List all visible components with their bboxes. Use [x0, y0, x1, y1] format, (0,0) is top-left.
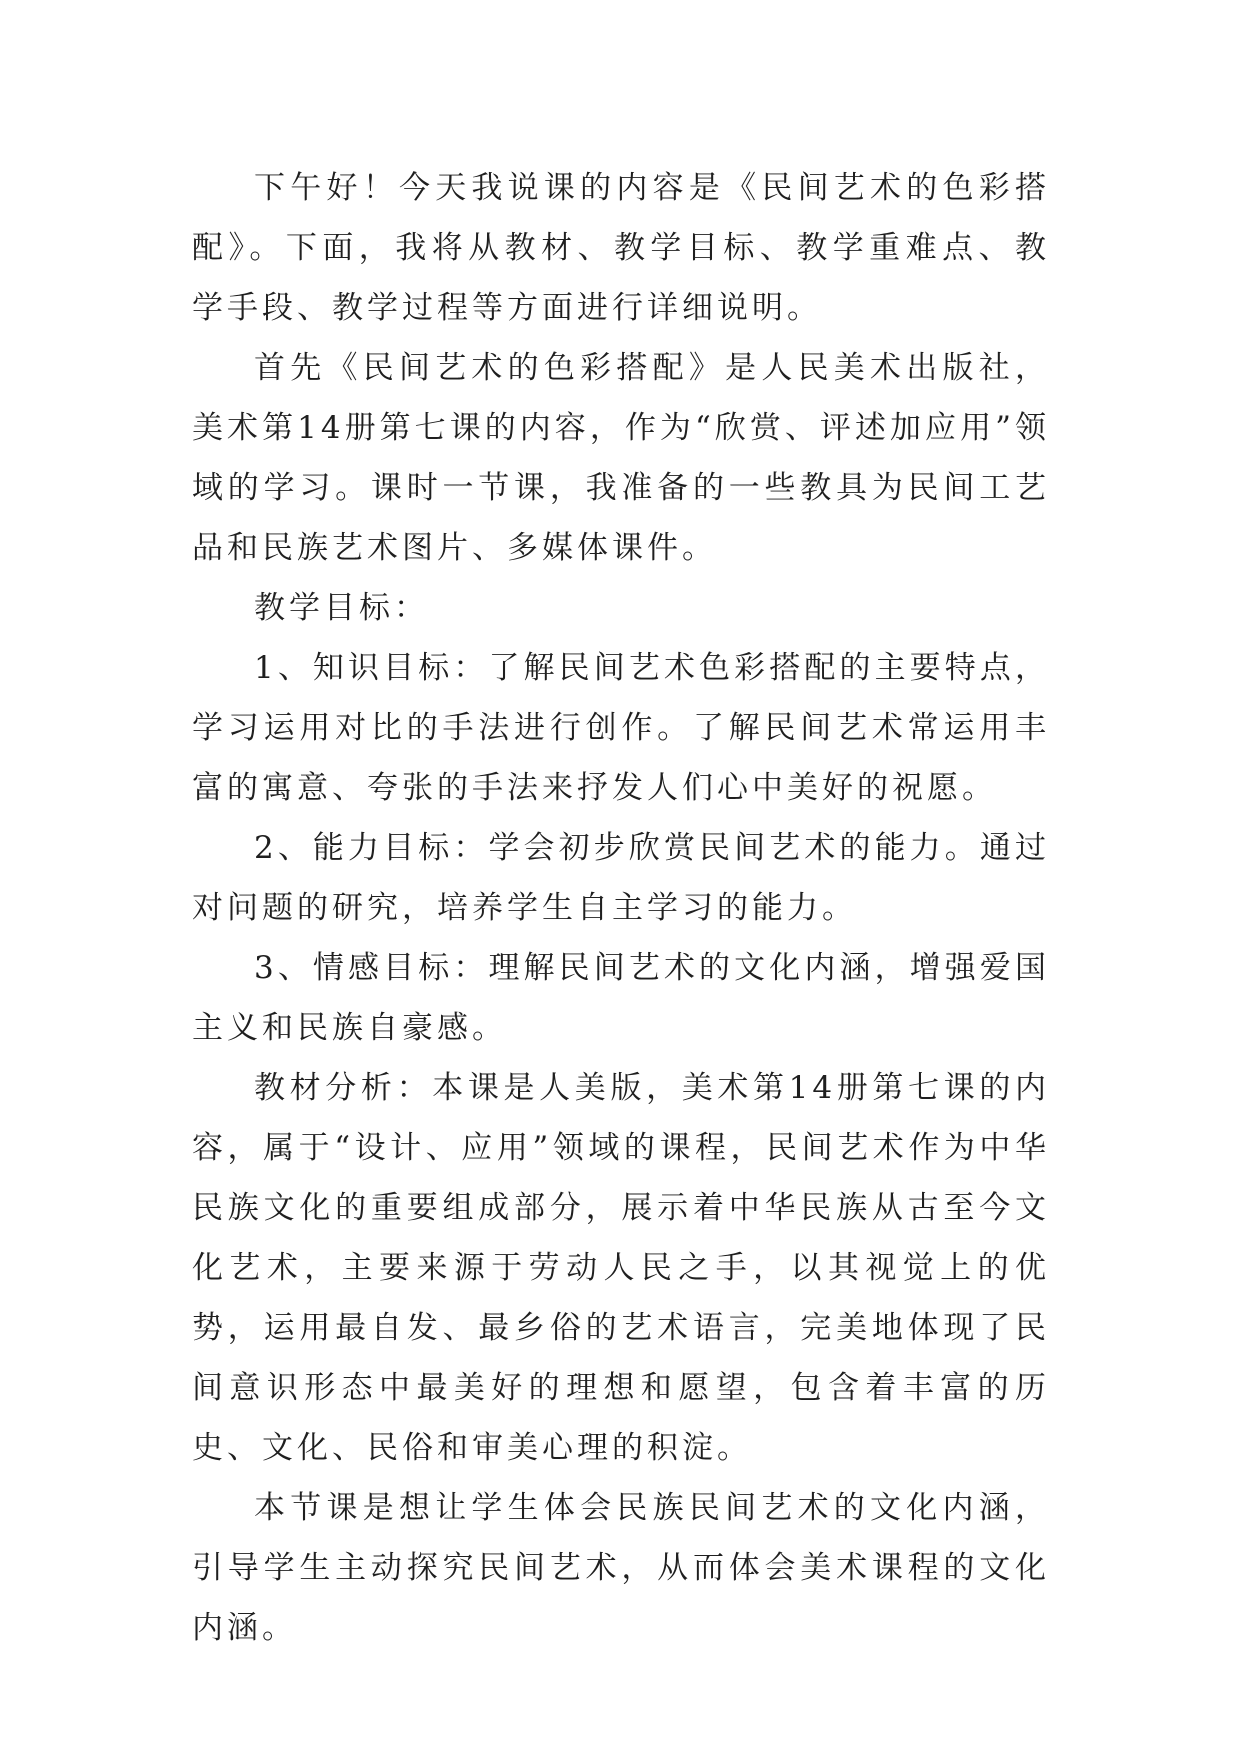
paragraph-knowledge-goal: 1、知识目标：了解民间艺术色彩搭配的主要特点，学习运用对比的手法进行创作。了解民间艺术常运用丰富的寓意、夸张的手法来抒发人们心中美好的祝愿。 — [192, 650, 1050, 806]
paragraph-teaching-goals-heading: 教学目标： — [254, 590, 429, 626]
document-body — [192, 158, 1050, 1658]
paragraph-lesson-purpose: 本节课是想让学生体会民族民间艺术的文化内涵，引导学生主动探究民间艺术，从而体会美术课程的文化内涵。 — [192, 1490, 1050, 1646]
paragraph-ability-goal: 2、能力目标：学会初步欣赏民间艺术的能力。通过对问题的研究，培养学生自主学习的能力。 — [192, 830, 1050, 926]
paragraph-greeting: 下午好！今天我说课的内容是《民间艺术的色彩搭配》。下面，我将从教材、教学目标、教学重难点、教学手段、教学过程等方面进行详细说明。 — [192, 170, 1050, 326]
paragraph-emotion-goal: 3、情感目标：理解民间艺术的文化内涵，增强爱国主义和民族自豪感。 — [192, 950, 1050, 1046]
paragraph-textbook-intro: 首先《民间艺术的色彩搭配》是人民美术出版社，美术第14册第七课的内容，作为“欣赏、评述加应用”领域的学习。课时一节课，我准备的一些教具为民间工艺品和民族艺术图片、多媒体课件。 — [192, 350, 1050, 566]
paragraph-textbook-analysis: 教材分析：本课是人美版，美术第14册第七课的内容，属于“设计、应用”领域的课程，民间艺术作为中华民族文化的重要组成部分，展示着中华民族从古至今文化艺术，主要来源于劳动人民之手，以其视觉上的优势，运用最自发、最乡俗的艺术语言，完美地体现了民间意识形态中最美好的理想和愿望，包含着丰富的历史、文化、民俗和审美心理的积淀。 — [192, 1070, 1050, 1466]
